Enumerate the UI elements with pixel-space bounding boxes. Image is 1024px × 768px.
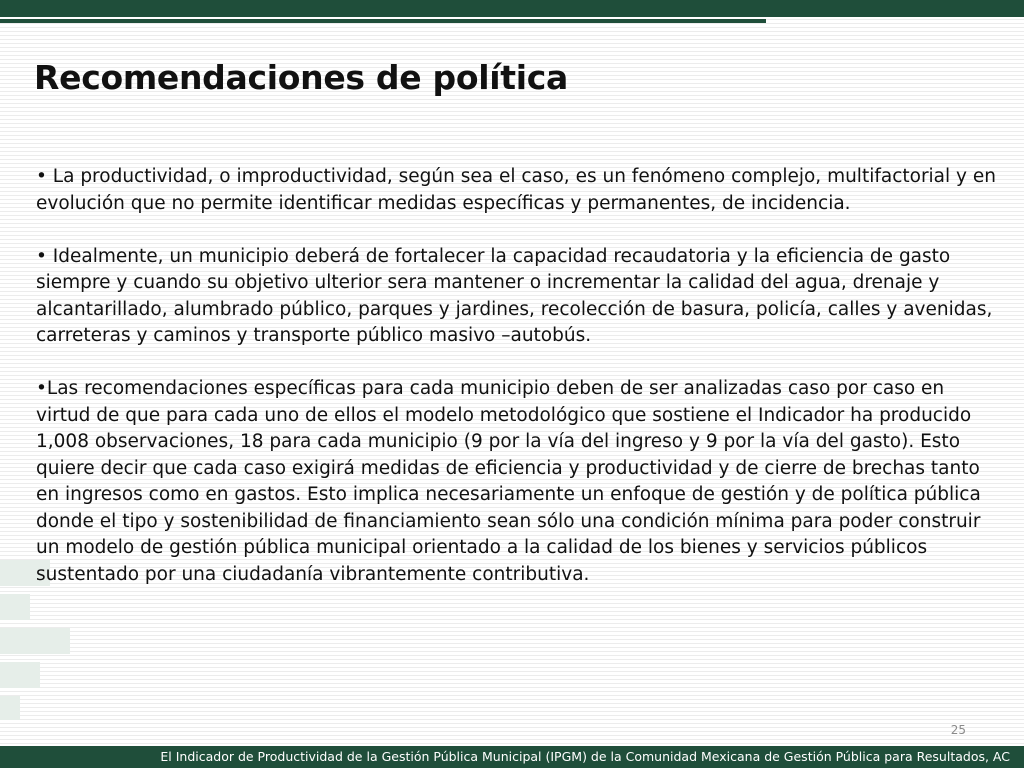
paragraph-recomendaciones-especificas: •Las recomendaciones específicas para cada municipio deben de ser analizadas caso por caso en virtud de que para cada uno de ellos el modelo metodológico que sostiene el Indicador ha producido 1,008 observaciones, 18 para cada municipio (9 por la vía del ingreso y 9 por la vía del gasto). Esto quiere decir que cada caso exigirá medidas de eficiencia y productividad y de cierre de brechas tanto en ingresos como en gastos. Esto implica necesariamente un enfoque de gestión y de política pública donde el tipo y sostenibilidad de financiamiento sean sólo una condición mínima para poder construir un modelo de gestión pública municipal orientado a la calidad de los bienes y servicios públicos sustentado por una ciudadanía vibrantemente contributiva. — [36, 378, 981, 585]
slide-body — [36, 164, 996, 588]
paragraph-municipio-recaudacion: • Idealmente, un municipio deberá de fortalecer la capacidad recaudatoria y la eficiencia de gasto siempre y cuando su objetivo ulterior sera mantener o incrementar la calidad del agua, drenaje y alcantarillado, alumbrado público, parques y jardines, recolección de basura, policía, calles y avenidas, carreteras y caminos y transporte público masivo –autobús. — [36, 245, 993, 346]
paragraph-productividad: • La productividad, o improductividad, según sea el caso, es un fenómeno complejo, multifactorial y en evolución que no permite identificar medidas específicas y permanentes, de incidencia. — [36, 166, 996, 214]
footer-bar — [0, 746, 1024, 768]
slide-title: Recomendaciones de política — [34, 58, 568, 97]
top-divider-line — [0, 19, 766, 23]
footer-text: El Indicador de Productividad de la Gestión Pública Municipal (IPGM) de la Comunidad Mexicana de Gestión Pública para Resultados, AC — [160, 749, 1010, 764]
top-header-bar — [0, 0, 1024, 17]
page-number: 25 — [950, 723, 966, 737]
